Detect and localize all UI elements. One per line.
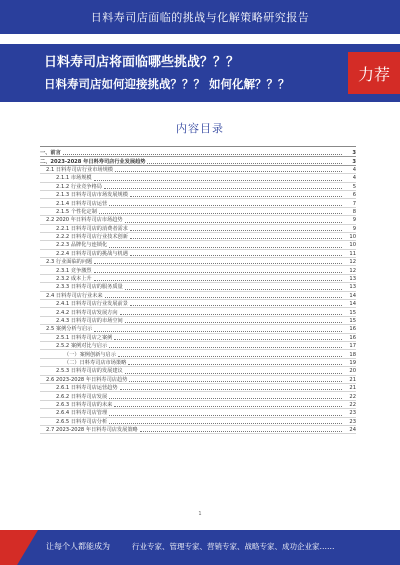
toc-entry-page: 16 bbox=[349, 326, 356, 333]
footer-accent bbox=[0, 530, 38, 565]
toc-entry-page: 4 bbox=[352, 175, 356, 182]
toc-leader-dots bbox=[105, 297, 342, 298]
toc-heading: 内容目录 bbox=[176, 122, 224, 135]
toc-entry-page: 11 bbox=[349, 250, 356, 257]
toc-entry-label: 2.1.4 日料寿司店运营 bbox=[56, 200, 108, 207]
toc-entry[interactable] bbox=[40, 376, 356, 384]
toc-entry[interactable] bbox=[40, 266, 356, 274]
toc-entry-label: 2.7 2023-2028 年日料寿司店发展策略 bbox=[46, 427, 138, 434]
toc-entry-label: 2.4 日料寿司店行业未来 bbox=[46, 292, 103, 299]
toc-entry[interactable] bbox=[40, 166, 356, 174]
toc-entry-page: 7 bbox=[352, 200, 356, 207]
toc-leader-dots bbox=[104, 188, 342, 189]
toc-entry[interactable] bbox=[40, 275, 356, 283]
toc-entry-page: 12 bbox=[349, 267, 356, 274]
toc-entry[interactable] bbox=[40, 342, 356, 350]
toc-entry-label: 2.6.5 日料寿司店分析 bbox=[56, 418, 108, 425]
footer-bar bbox=[0, 530, 400, 565]
toc-entry-label: 2.4.1 日料寿司店行业发展前景 bbox=[56, 301, 128, 308]
toc-entry-label: 2.3.2 成本上升 bbox=[56, 276, 92, 283]
toc-entry[interactable] bbox=[40, 250, 356, 258]
toc-leader-dots bbox=[140, 431, 342, 432]
toc-entry-label: 2.1.2 行业竞争格局 bbox=[56, 183, 102, 190]
toc-entry[interactable] bbox=[40, 308, 356, 316]
toc-leader-dots bbox=[147, 163, 342, 164]
toc-entry-page: 16 bbox=[349, 334, 356, 341]
toc-entry-page: 18 bbox=[349, 351, 356, 358]
toc-entry-page: 9 bbox=[352, 225, 356, 232]
toc-entry-page: 23 bbox=[349, 410, 356, 417]
toc-entry-label: 2.3.1 竞争激烈 bbox=[56, 267, 92, 274]
top-banner bbox=[0, 0, 400, 34]
toc-entry[interactable] bbox=[40, 325, 356, 333]
toc-entry-label: 2.5.3 日料寿司店的发展建议 bbox=[56, 368, 123, 375]
toc-entry-page: 10 bbox=[349, 234, 356, 241]
toc-entry[interactable] bbox=[40, 199, 356, 207]
toc-entry[interactable] bbox=[40, 300, 356, 308]
toc-leader-dots bbox=[94, 180, 342, 181]
toc-entry-label: 2.5 案例分析与启示 bbox=[46, 326, 93, 333]
toc-entry-label: 2.3.3 日料寿司店的服务质量 bbox=[56, 284, 123, 291]
toc-entry-page: 4 bbox=[352, 166, 356, 173]
toc-leader-dots bbox=[94, 263, 342, 264]
toc-leader-dots bbox=[130, 196, 342, 197]
toc-entry-label: 2.5.2 案例对比与启示 bbox=[56, 343, 108, 350]
toc-entry-label: 2.2.4 日料寿司店的挑战与机遇 bbox=[56, 250, 128, 257]
footer-slogan: 让每个人都能成为 bbox=[46, 542, 110, 551]
toc-entry[interactable] bbox=[40, 174, 356, 182]
table-of-contents bbox=[40, 146, 356, 528]
toc-entry[interactable] bbox=[40, 216, 356, 224]
toc-leader-dots bbox=[125, 222, 342, 223]
toc-entry-label: 2.6.1 日料寿司店运营趋势 bbox=[56, 385, 118, 392]
toc-entry[interactable] bbox=[40, 157, 356, 165]
toc-entry[interactable] bbox=[40, 225, 356, 233]
toc-leader-dots bbox=[99, 213, 342, 214]
toc-entry-page: 6 bbox=[352, 192, 356, 199]
toc-leader-dots bbox=[128, 364, 342, 365]
toc-entry-label: 2.6 2023-2028 年日料寿司店趋势 bbox=[46, 376, 128, 383]
toc-entry-page: 19 bbox=[349, 359, 356, 366]
toc-leader-dots bbox=[94, 272, 342, 273]
toc-entry-label: 2.6.2 日料寿司店发展 bbox=[56, 393, 108, 400]
toc-entry-label: 2.4.2 日料寿司店发展方向 bbox=[56, 309, 118, 316]
toc-entry-page: 3 bbox=[352, 158, 356, 165]
toc-entry-label: 2.4.3 日料寿司店的市场空间 bbox=[56, 318, 123, 324]
toc-entry[interactable] bbox=[40, 183, 356, 191]
toc-entry[interactable] bbox=[40, 149, 356, 157]
toc-entry[interactable] bbox=[40, 367, 356, 375]
toc-entry-page: 9 bbox=[352, 217, 356, 224]
toc-entry-label: （一）案例创新与启示 bbox=[64, 351, 116, 358]
toc-leader-dots bbox=[125, 322, 342, 323]
toc-entry-label: 2.5.1 日料寿司店之案例 bbox=[56, 334, 113, 341]
toc-entry-label: 2.2.2 日料寿司店行业技术创新 bbox=[56, 234, 128, 241]
toc-entry[interactable] bbox=[40, 283, 356, 291]
footer-tagline: 行业专家、管理专家、营销专家、战略专家、成功企业家…… bbox=[132, 542, 335, 551]
toc-entry-page: 8 bbox=[352, 208, 356, 215]
toc-entry[interactable] bbox=[40, 233, 356, 241]
toc-entry-page: 3 bbox=[352, 150, 356, 157]
toc-entry-page: 14 bbox=[349, 292, 356, 299]
toc-entry-label: （二）日料寿司店市场策略 bbox=[64, 359, 127, 366]
toc-leader-dots bbox=[120, 314, 342, 315]
toc-entry[interactable] bbox=[40, 426, 356, 434]
toc-leader-dots bbox=[130, 238, 342, 239]
toc-leader-dots bbox=[130, 255, 342, 256]
toc-entry-page: 17 bbox=[349, 343, 356, 350]
toc-entry-page: 24 bbox=[349, 427, 356, 434]
toc-leader-dots bbox=[118, 356, 342, 357]
toc-entry[interactable] bbox=[40, 191, 356, 199]
toc-entry[interactable] bbox=[40, 359, 356, 367]
toc-entry-page: 5 bbox=[352, 183, 356, 190]
title-block bbox=[0, 44, 400, 102]
toc-entry-page: 23 bbox=[349, 418, 356, 425]
toc-entry-label: 2.1.5 个性化定制 bbox=[56, 208, 97, 215]
toc-entry-label: 2.1.3 日料寿司店市场发展规模 bbox=[56, 192, 128, 199]
subtitle: 日料寿司店如何迎接挑战？？？ 如何化解？？？ bbox=[44, 77, 290, 91]
toc-entry-label: 一、前言 bbox=[40, 150, 61, 157]
toc-leader-dots bbox=[109, 347, 342, 348]
toc-leader-dots bbox=[130, 305, 342, 306]
divider bbox=[0, 102, 400, 106]
toc-entry-label: 2.3 行业面临的问题 bbox=[46, 259, 93, 266]
toc-leader-dots bbox=[120, 389, 342, 390]
toc-leader-dots bbox=[109, 423, 342, 424]
toc-entry-page: 13 bbox=[349, 284, 356, 291]
toc-entry[interactable] bbox=[40, 208, 356, 216]
toc-leader-dots bbox=[125, 289, 342, 290]
toc-entry-page: 10 bbox=[349, 242, 356, 249]
toc-entry-page: 21 bbox=[349, 385, 356, 392]
toc-entry-page: 22 bbox=[349, 401, 356, 408]
toc-entry-label: 2.1.1 市场规模 bbox=[56, 175, 92, 182]
toc-entry-page: 12 bbox=[349, 259, 356, 266]
toc-entry-page: 20 bbox=[349, 368, 356, 375]
toc-entry[interactable] bbox=[40, 392, 356, 400]
toc-entry-page: 15 bbox=[349, 318, 356, 324]
toc-leader-dots bbox=[114, 339, 342, 340]
toc-entry[interactable] bbox=[40, 350, 356, 358]
main-title: 日料寿司店将面临哪些挑战？？？ bbox=[44, 55, 240, 70]
page-number: 1 bbox=[198, 511, 202, 517]
toc-leader-dots bbox=[63, 154, 342, 155]
toc-entry[interactable] bbox=[40, 401, 356, 409]
toc-entry[interactable] bbox=[40, 334, 356, 342]
toc-entry[interactable] bbox=[40, 258, 356, 266]
report-title: 日料寿司店面临的挑战与化解策略研究报告 bbox=[90, 11, 310, 24]
recommend-badge: 力荐 bbox=[348, 52, 400, 94]
toc-entry-label: 2.6.4 日料寿司店管理 bbox=[56, 410, 108, 417]
toc-entry-label: 2.1 日料寿司店行业市场规模 bbox=[46, 166, 113, 173]
toc-entry-page: 21 bbox=[349, 376, 356, 383]
toc-entry-page: 14 bbox=[349, 301, 356, 308]
toc-leader-dots bbox=[114, 406, 342, 407]
toc-entry[interactable] bbox=[40, 241, 356, 249]
toc-entry-label: 2.2.3 品牌化与连锁化 bbox=[56, 242, 108, 249]
toc-entry-label: 二、2023-2028 年日料寿司店行业发展趋势 bbox=[40, 158, 146, 165]
toc-entry[interactable] bbox=[40, 317, 356, 325]
toc-entry-label: 2.2.1 日料寿司店的消费者需求 bbox=[56, 225, 128, 232]
toc-entry-page: 15 bbox=[349, 309, 356, 316]
toc-leader-dots bbox=[125, 373, 342, 374]
toc-entry-page: 13 bbox=[349, 276, 356, 283]
toc-leader-dots bbox=[109, 398, 342, 399]
toc-leader-dots bbox=[115, 171, 342, 172]
toc-entry[interactable] bbox=[40, 418, 356, 426]
toc-leader-dots bbox=[109, 247, 342, 248]
toc-leader-dots bbox=[109, 415, 342, 416]
toc-leader-dots bbox=[94, 280, 342, 281]
toc-entry-label: 2.6.3 日料寿司店的未来 bbox=[56, 401, 113, 408]
toc-leader-dots bbox=[129, 381, 342, 382]
toc-leader-dots bbox=[94, 331, 342, 332]
toc-entry[interactable] bbox=[40, 409, 356, 417]
toc-leader-dots bbox=[109, 205, 342, 206]
toc-entry[interactable] bbox=[40, 384, 356, 392]
toc-entry-page: 22 bbox=[349, 393, 356, 400]
toc-leader-dots bbox=[130, 230, 342, 231]
toc-entry-label: 2.2 2020 年日料寿司店市场趋势 bbox=[46, 217, 123, 224]
toc-entry[interactable] bbox=[40, 292, 356, 300]
